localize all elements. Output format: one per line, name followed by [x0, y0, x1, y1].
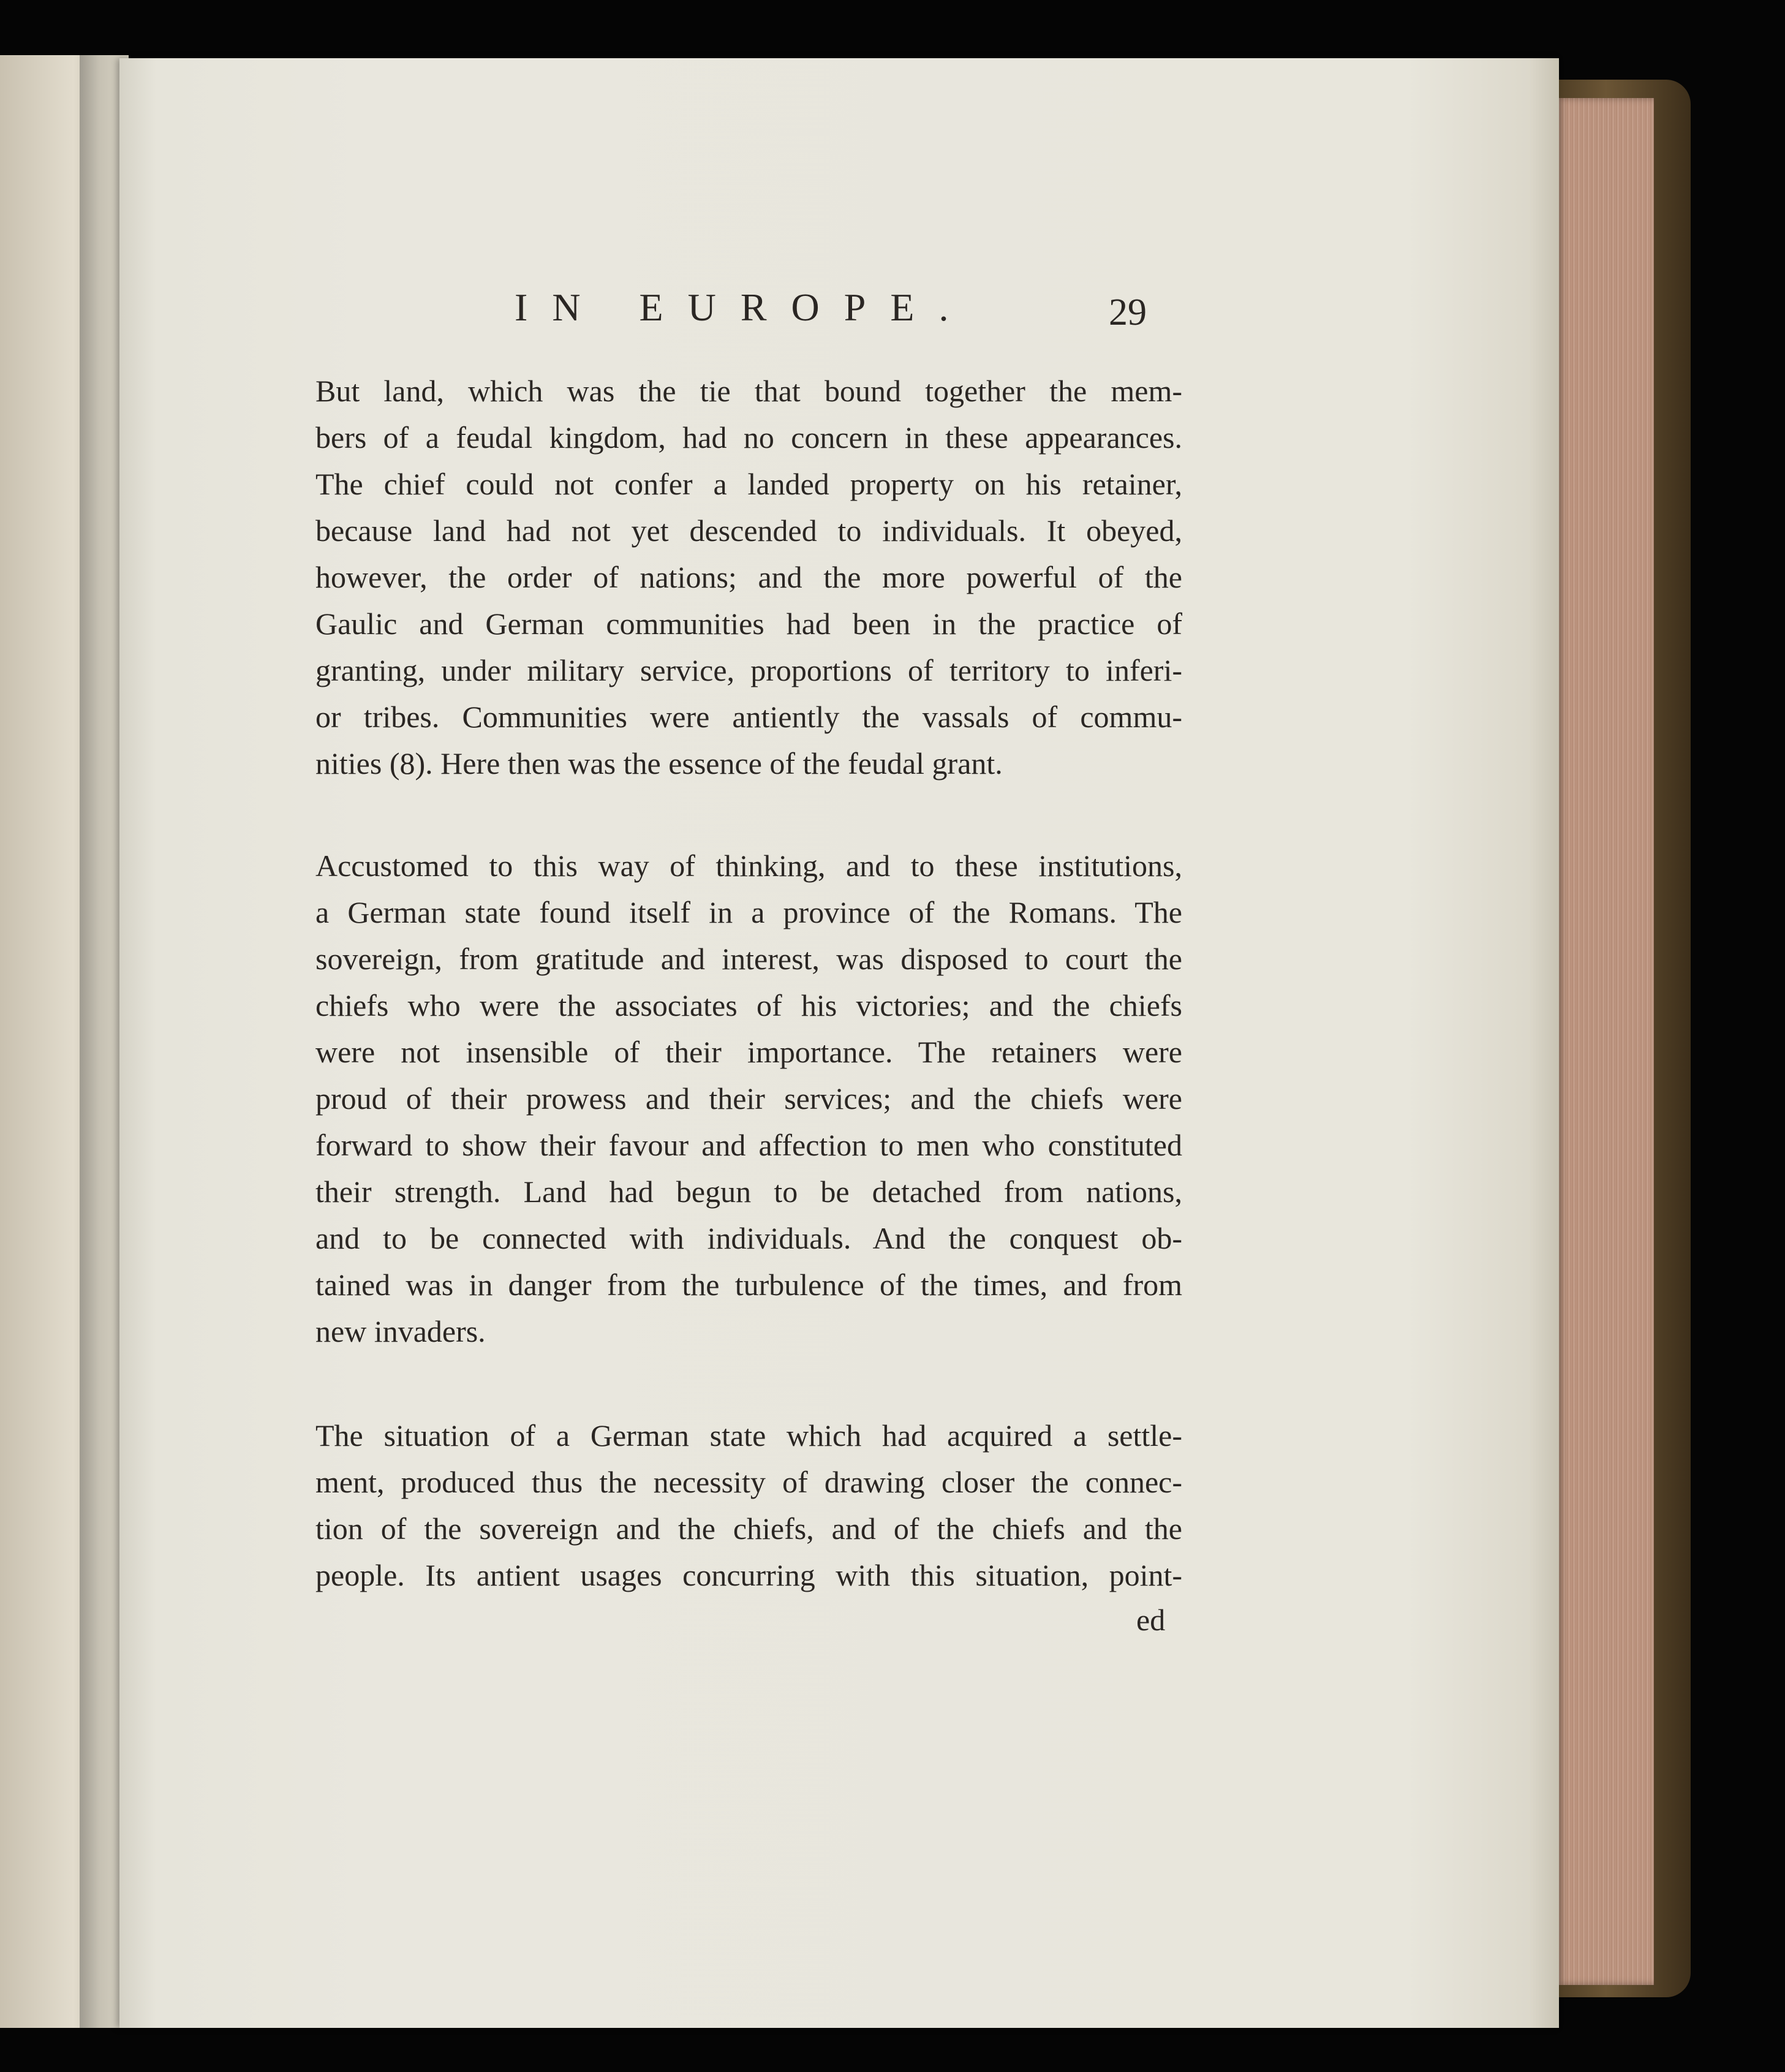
paragraph-3: [315, 1412, 1182, 1598]
text-line: and to be connected with individuals. And the conquest ob-: [315, 1221, 1182, 1255]
text-line: however, the order of nations; and the more powerful of the: [315, 560, 1182, 594]
text-line: sovereign, from gratitude and interest, was disposed to court the: [315, 942, 1182, 976]
running-head: IN EUROPE.: [515, 285, 973, 329]
text-line: The situation of a German state which had acquired a settle-: [315, 1418, 1182, 1453]
catchword: ed: [1136, 1603, 1166, 1637]
text-line: were not insensible of their importance. The retainers were: [315, 1035, 1182, 1069]
paragraph-1: [315, 368, 1182, 787]
text-line: new invaders.: [315, 1314, 486, 1348]
paragraph-2: [315, 842, 1182, 1355]
text-line: forward to show their favour and affection to men who constituted: [315, 1128, 1182, 1162]
text-line: But land, which was the tie that bound together the mem-: [315, 374, 1182, 408]
text-line: Gaulic and German communities had been in the practice of: [315, 607, 1182, 641]
text-line: people. Its antient usages concurring with this situation, point-: [315, 1558, 1182, 1592]
text-line: tained was in danger from the turbulence of the times, and from: [315, 1268, 1182, 1302]
text-line: chiefs who were the associates of his victories; and the chiefs: [315, 988, 1182, 1023]
text-line: The chief could not confer a landed property on his retainer,: [315, 467, 1182, 501]
text-line: granting, under military service, proportions of territory to inferi-: [315, 653, 1182, 687]
text-line: because land had not yet descended to individuals. It obeyed,: [315, 513, 1182, 548]
text-line: ment, produced thus the necessity of drawing closer the connec-: [315, 1465, 1182, 1499]
text-line: proud of their prowess and their services; and the chiefs were: [315, 1081, 1182, 1116]
page-edges: [1556, 98, 1654, 1985]
text-line: Accustomed to this way of thinking, and to these institutions,: [315, 849, 1182, 883]
text-line: bers of a feudal kingdom, had no concern in these appearances.: [315, 420, 1182, 455]
text-line: tion of the sovereign and the chiefs, and of the chiefs and the: [315, 1511, 1182, 1546]
text-line: their strength. Land had begun to be detached from nations,: [315, 1174, 1182, 1209]
text-line: a German state found itself in a province of the Romans. The: [315, 895, 1182, 929]
text-line: or tribes. Communities were antiently the vassals of commu-: [315, 700, 1182, 734]
text-line: nities (8). Here then was the essence of the feudal grant.: [315, 746, 1003, 781]
page-number: 29: [1109, 292, 1147, 333]
